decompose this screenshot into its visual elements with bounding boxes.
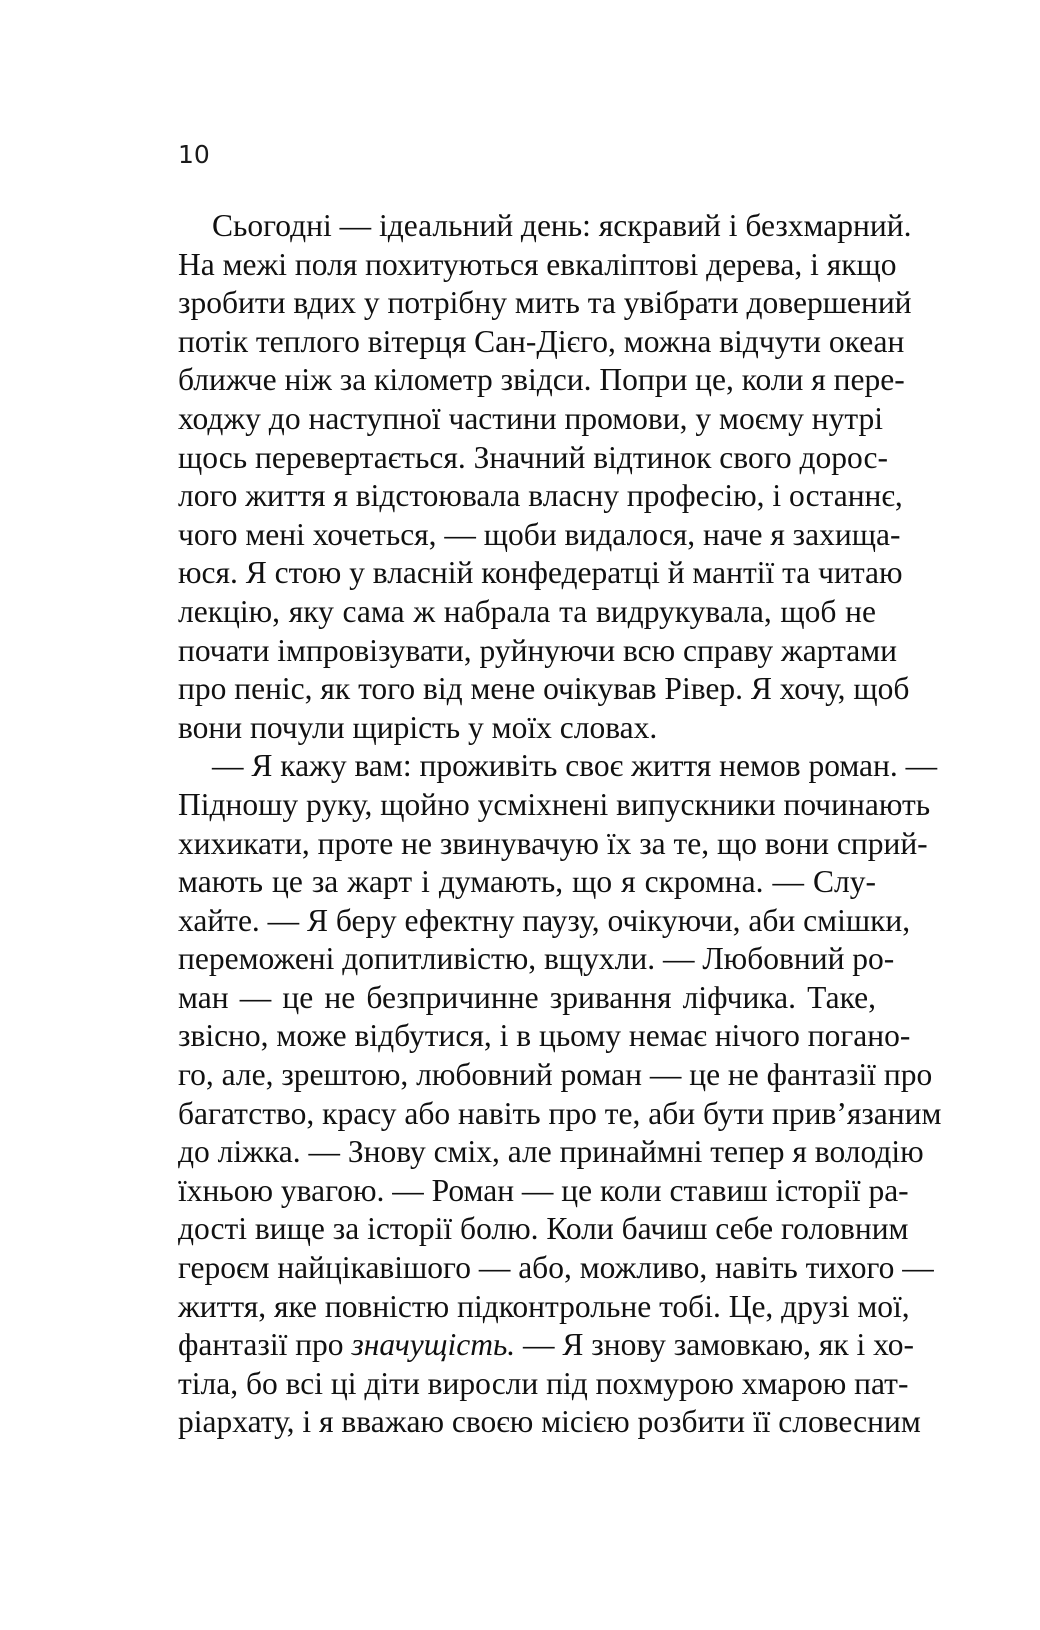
text-line: життя, яке повністю підконтрольне тобі. Це, друзі мої, <box>178 1288 910 1324</box>
text-segment: фантазії про <box>178 1327 352 1363</box>
text-line: вони почули щирість у моїх словах. <box>178 709 658 745</box>
text-line: — Я кажу вам: проживіть своє життя немов роман. — <box>212 748 938 784</box>
text-line: дості вище за історії болю. Коли бачиш себе головним <box>178 1211 909 1247</box>
text-line: го, але, зрештою, любовний роман — це не фантазії про <box>178 1057 933 1093</box>
text-line: героєм найцікавішого — або, можливо, навіть тихого — <box>178 1250 934 1286</box>
text-line: юся. Я стою у власній конфедератці й мантії та читаю <box>178 555 903 591</box>
text-line: до ліжка. — Знову сміх, але принаймні тепер я володію <box>178 1134 924 1170</box>
text-line: На межі поля похитуються евкаліптові дерева, і якщо <box>178 246 897 282</box>
text-line: лого життя я відстоювала власну професію, і останнє, <box>178 478 903 514</box>
text-line: Підношу руку, щойно усміхнені випускники починають <box>178 786 931 822</box>
body-text <box>178 207 942 1442</box>
text-line: ходжу до наступної частини промови, у моєму нутрі <box>178 400 884 436</box>
text-line: лекцію, яку сама ж набрала та видрукувала, щоб не <box>178 593 876 629</box>
text-line: про пеніс, як того від мене очікував Рівер. Я хочу, щоб <box>178 671 910 707</box>
text-line: зробити вдих у потрібну мить та увібрати довершений <box>178 285 912 321</box>
page-number: 10 <box>178 140 210 169</box>
text-line: хайте. — Я беру ефектну паузу, очікуючи, аби смішки, <box>178 902 911 938</box>
text-line: мають це за жарт і думають, що я скромна. — Слу- <box>178 864 876 900</box>
text-line: почати імпровізувати, руйнуючи всю справу жартами <box>178 632 898 668</box>
text-line: багатство, красу або навіть про те, аби бути прив’язаним <box>178 1095 942 1131</box>
text-line: чого мені хочеться, — щоби видалося, наче я захища- <box>178 516 901 552</box>
text-line: хихикати, проте не звинувачую їх за те, що вони сприй- <box>178 825 928 861</box>
text-line: ближче ніж за кілометр звідси. Попри це, коли я пере- <box>178 362 905 398</box>
text-segment: — Я знову замовкаю, як і хо- <box>515 1327 914 1363</box>
text-line: потік теплого вітерця Сан-Дієго, можна відчути океан <box>178 323 905 359</box>
text-line: ріархату, і я вважаю своєю місією розбити її словесним <box>178 1404 921 1440</box>
text-line: Сьогодні — ідеальний день: яскравий і безхмарний. <box>212 208 912 243</box>
text-line: переможені допитливістю, вщухли. — Любовний ро- <box>178 941 895 977</box>
text-line: звісно, може відбутися, і в цьому немає нічого погано- <box>178 1018 911 1054</box>
text-line: їхньою увагою. — Роман — це коли ставиш історії ра- <box>178 1172 909 1208</box>
text-line-with-emphasis <box>178 1326 914 1365</box>
text-line: ман — це не безпричинне зривання ліфчика. Таке, <box>178 979 876 1015</box>
text-line: тіла, бо всі ці діти виросли під похмурою хмарою пат- <box>178 1365 909 1401</box>
text-line: щось перевертається. Значний відтинок свого дорос- <box>178 439 888 475</box>
emphasized-word: значущість. <box>351 1327 516 1363</box>
